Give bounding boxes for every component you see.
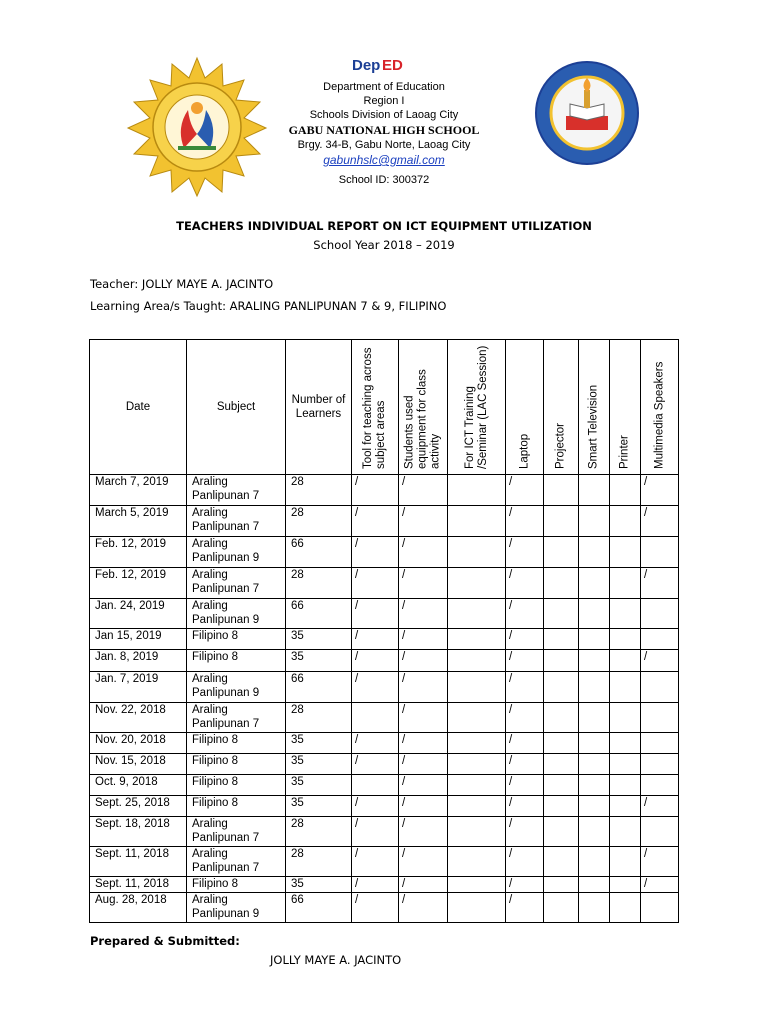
cell-printer <box>610 672 641 703</box>
cell-subject: Filipino 8 <box>187 877 286 893</box>
cell-projector <box>544 847 579 877</box>
cell-date: Nov. 15, 2018 <box>90 754 187 775</box>
deped-logo <box>350 55 410 75</box>
cell-tool: / <box>352 847 399 877</box>
svg-text:ED: ED <box>382 57 403 74</box>
cell-learners: 35 <box>286 754 352 775</box>
cell-printer <box>610 506 641 537</box>
school-email-link[interactable]: gabunhslc@gmail.com <box>323 153 445 167</box>
cell-laptop: / <box>506 629 544 650</box>
table-row <box>90 893 679 923</box>
cell-laptop: / <box>506 796 544 817</box>
cell-subject: Araling Panlipunan 7 <box>187 475 286 506</box>
cell-projector <box>544 796 579 817</box>
cell-learners: 35 <box>286 796 352 817</box>
cell-date: Jan. 7, 2019 <box>90 672 187 703</box>
cell-tv <box>579 475 610 506</box>
cell-subject: Araling Panlipunan 9 <box>187 672 286 703</box>
cell-tv <box>579 893 610 923</box>
cell-speakers: / <box>641 650 679 672</box>
header-smart-tv: Smart Television <box>579 340 610 475</box>
header-speakers: Multimedia Speakers <box>641 340 679 475</box>
cell-tv <box>579 733 610 754</box>
cell-date: Sept. 25, 2018 <box>90 796 187 817</box>
cell-printer <box>610 877 641 893</box>
cell-date: Sept. 11, 2018 <box>90 847 187 877</box>
cell-students: / <box>399 877 448 893</box>
table-row <box>90 599 679 629</box>
city-seal-logo <box>126 56 268 198</box>
cell-tv <box>579 537 610 568</box>
header-date: Date <box>90 340 187 475</box>
cell-speakers <box>641 754 679 775</box>
header-learners: Number of Learners <box>286 340 352 475</box>
cell-laptop: / <box>506 506 544 537</box>
cell-laptop: / <box>506 847 544 877</box>
cell-speakers: / <box>641 877 679 893</box>
cell-laptop: / <box>506 475 544 506</box>
cell-tv <box>579 650 610 672</box>
prepared-label: Prepared & Submitted: <box>90 934 240 948</box>
cell-tool: / <box>352 568 399 599</box>
cell-ict <box>448 650 506 672</box>
cell-learners: 35 <box>286 733 352 754</box>
cell-laptop: / <box>506 754 544 775</box>
cell-laptop: / <box>506 817 544 847</box>
table-row <box>90 847 679 877</box>
cell-ict <box>448 599 506 629</box>
department-name: Department of Education <box>323 81 445 93</box>
cell-ict <box>448 703 506 733</box>
cell-speakers <box>641 599 679 629</box>
cell-laptop: / <box>506 568 544 599</box>
cell-students: / <box>399 817 448 847</box>
cell-learners: 28 <box>286 703 352 733</box>
header-tool: Tool for teaching across subject areas <box>352 340 399 475</box>
cell-tool: / <box>352 629 399 650</box>
cell-laptop: / <box>506 733 544 754</box>
cell-learners: 66 <box>286 599 352 629</box>
cell-laptop: / <box>506 775 544 796</box>
cell-speakers <box>641 672 679 703</box>
cell-date: Nov. 20, 2018 <box>90 733 187 754</box>
cell-students: / <box>399 703 448 733</box>
cell-ict <box>448 568 506 599</box>
table-row <box>90 754 679 775</box>
cell-projector <box>544 775 579 796</box>
cell-ict <box>448 754 506 775</box>
school-id: School ID: 300372 <box>338 174 430 186</box>
ict-utilization-table <box>89 339 679 923</box>
cell-subject: Filipino 8 <box>187 754 286 775</box>
table-row <box>90 506 679 537</box>
table-body <box>90 475 679 923</box>
cell-tool: / <box>352 893 399 923</box>
cell-tool: / <box>352 672 399 703</box>
table-row <box>90 775 679 796</box>
cell-tv <box>579 506 610 537</box>
cell-date: Nov. 22, 2018 <box>90 703 187 733</box>
table-row <box>90 672 679 703</box>
cell-tv <box>579 568 610 599</box>
cell-tv <box>579 754 610 775</box>
cell-learners: 28 <box>286 506 352 537</box>
cell-date: Sept. 11, 2018 <box>90 877 187 893</box>
header-projector: Projector <box>544 340 579 475</box>
cell-date: Jan. 8, 2019 <box>90 650 187 672</box>
cell-laptop: / <box>506 599 544 629</box>
cell-tv <box>579 599 610 629</box>
division-name: Schools Division of Laoag City <box>309 109 459 121</box>
cell-laptop: / <box>506 650 544 672</box>
cell-subject: Araling Panlipunan 7 <box>187 703 286 733</box>
svg-text:Dep: Dep <box>352 57 381 74</box>
table-row <box>90 537 679 568</box>
signatory-name: JOLLY MAYE A. JACINTO <box>270 953 402 967</box>
header-students: Students used equipment for class activity <box>399 340 448 475</box>
cell-speakers <box>641 817 679 847</box>
cell-ict <box>448 629 506 650</box>
cell-printer <box>610 733 641 754</box>
cell-students: / <box>399 754 448 775</box>
cell-speakers: / <box>641 796 679 817</box>
table-row <box>90 475 679 506</box>
cell-learners: 35 <box>286 877 352 893</box>
cell-printer <box>610 650 641 672</box>
cell-printer <box>610 703 641 733</box>
cell-students: / <box>399 733 448 754</box>
cell-projector <box>544 599 579 629</box>
cell-students: / <box>399 568 448 599</box>
cell-printer <box>610 754 641 775</box>
table-row <box>90 703 679 733</box>
cell-subject: Araling Panlipunan 7 <box>187 847 286 877</box>
cell-learners: 28 <box>286 817 352 847</box>
cell-date: Jan. 24, 2019 <box>90 599 187 629</box>
table-row <box>90 796 679 817</box>
cell-ict <box>448 733 506 754</box>
table-row <box>90 568 679 599</box>
cell-tool: / <box>352 733 399 754</box>
cell-printer <box>610 475 641 506</box>
table-header-row <box>90 340 679 475</box>
cell-students: / <box>399 506 448 537</box>
cell-learners: 66 <box>286 672 352 703</box>
cell-projector <box>544 672 579 703</box>
cell-tv <box>579 672 610 703</box>
cell-date: Feb. 12, 2019 <box>90 568 187 599</box>
cell-date: Aug. 28, 2018 <box>90 893 187 923</box>
cell-printer <box>610 893 641 923</box>
cell-projector <box>544 568 579 599</box>
cell-tv <box>579 775 610 796</box>
cell-subject: Araling Panlipunan 7 <box>187 568 286 599</box>
cell-printer <box>610 599 641 629</box>
cell-laptop: / <box>506 893 544 923</box>
cell-laptop: / <box>506 877 544 893</box>
cell-projector <box>544 629 579 650</box>
cell-subject: Araling Panlipunan 9 <box>187 599 286 629</box>
cell-tv <box>579 817 610 847</box>
cell-tool <box>352 775 399 796</box>
cell-printer <box>610 775 641 796</box>
teacher-line: Teacher: JOLLY MAYE A. JACINTO <box>90 277 274 291</box>
cell-date: Oct. 9, 2018 <box>90 775 187 796</box>
cell-laptop: / <box>506 672 544 703</box>
cell-projector <box>544 754 579 775</box>
school-year: School Year 2018 – 2019 <box>313 238 455 252</box>
table-row <box>90 650 679 672</box>
table-row <box>90 817 679 847</box>
cell-laptop: / <box>506 537 544 568</box>
cell-printer <box>610 817 641 847</box>
cell-tv <box>579 847 610 877</box>
cell-speakers: / <box>641 847 679 877</box>
cell-ict <box>448 877 506 893</box>
cell-date: March 5, 2019 <box>90 506 187 537</box>
cell-students: / <box>399 629 448 650</box>
cell-printer <box>610 796 641 817</box>
cell-subject: Araling Panlipunan 9 <box>187 537 286 568</box>
cell-learners: 66 <box>286 893 352 923</box>
cell-date: March 7, 2019 <box>90 475 187 506</box>
cell-printer <box>610 847 641 877</box>
cell-tool <box>352 703 399 733</box>
cell-learners: 35 <box>286 775 352 796</box>
cell-learners: 35 <box>286 650 352 672</box>
cell-ict <box>448 796 506 817</box>
header-printer: Printer <box>610 340 641 475</box>
cell-speakers: / <box>641 506 679 537</box>
cell-students: / <box>399 537 448 568</box>
cell-tool: / <box>352 599 399 629</box>
cell-students: / <box>399 475 448 506</box>
cell-ict <box>448 893 506 923</box>
cell-students: / <box>399 672 448 703</box>
cell-date: Feb. 12, 2019 <box>90 537 187 568</box>
cell-ict <box>448 847 506 877</box>
cell-subject: Filipino 8 <box>187 733 286 754</box>
cell-projector <box>544 733 579 754</box>
cell-ict <box>448 537 506 568</box>
cell-learners: 66 <box>286 537 352 568</box>
cell-projector <box>544 650 579 672</box>
report-title: TEACHERS INDIVIDUAL REPORT ON ICT EQUIPMENT UTILIZATION <box>176 219 592 233</box>
cell-date: Jan 15, 2019 <box>90 629 187 650</box>
cell-tool: / <box>352 475 399 506</box>
cell-printer <box>610 568 641 599</box>
cell-tv <box>579 703 610 733</box>
cell-speakers <box>641 537 679 568</box>
table-row <box>90 733 679 754</box>
letterhead <box>268 80 500 187</box>
cell-ict <box>448 672 506 703</box>
cell-students: / <box>399 599 448 629</box>
cell-learners: 28 <box>286 847 352 877</box>
cell-tool: / <box>352 817 399 847</box>
cell-tool: / <box>352 506 399 537</box>
cell-speakers: / <box>641 568 679 599</box>
school-name: GABU NATIONAL HIGH SCHOOL <box>288 123 480 137</box>
cell-printer <box>610 537 641 568</box>
cell-subject: Araling Panlipunan 9 <box>187 893 286 923</box>
cell-tool: / <box>352 796 399 817</box>
cell-students: / <box>399 775 448 796</box>
cell-ict <box>448 475 506 506</box>
cell-tool: / <box>352 537 399 568</box>
school-address: Brgy. 34-B, Gabu Norte, Laoag City <box>297 139 471 151</box>
cell-students: / <box>399 847 448 877</box>
cell-learners: 28 <box>286 568 352 599</box>
cell-students: / <box>399 796 448 817</box>
cell-date: Sept. 18, 2018 <box>90 817 187 847</box>
cell-subject: Filipino 8 <box>187 796 286 817</box>
cell-tool: / <box>352 877 399 893</box>
cell-laptop: / <box>506 703 544 733</box>
cell-tool: / <box>352 754 399 775</box>
header-subject: Subject <box>187 340 286 475</box>
cell-students: / <box>399 650 448 672</box>
cell-tv <box>579 877 610 893</box>
cell-learners: 28 <box>286 475 352 506</box>
cell-speakers: / <box>641 475 679 506</box>
cell-subject: Araling Panlipunan 7 <box>187 506 286 537</box>
cell-tool: / <box>352 650 399 672</box>
cell-projector <box>544 817 579 847</box>
cell-subject: Filipino 8 <box>187 629 286 650</box>
cell-speakers <box>641 893 679 923</box>
cell-speakers <box>641 629 679 650</box>
cell-speakers <box>641 775 679 796</box>
cell-students: / <box>399 893 448 923</box>
cell-speakers <box>641 733 679 754</box>
cell-projector <box>544 703 579 733</box>
table-row <box>90 877 679 893</box>
cell-ict <box>448 775 506 796</box>
header-laptop: Laptop <box>506 340 544 475</box>
header-ict-training: For ICT Training /Seminar (LAC Session) <box>448 340 506 475</box>
cell-ict <box>448 817 506 847</box>
cell-subject: Filipino 8 <box>187 650 286 672</box>
cell-subject: Filipino 8 <box>187 775 286 796</box>
cell-speakers <box>641 703 679 733</box>
learning-area-line: Learning Area/s Taught: ARALING PANLIPUNAN 7 & 9, FILIPINO <box>90 299 447 313</box>
cell-projector <box>544 877 579 893</box>
cell-projector <box>544 537 579 568</box>
region-name: Region I <box>363 95 405 107</box>
cell-tv <box>579 629 610 650</box>
cell-subject: Araling Panlipunan 7 <box>187 817 286 847</box>
table-row <box>90 629 679 650</box>
cell-ict <box>448 506 506 537</box>
cell-printer <box>610 629 641 650</box>
cell-tv <box>579 796 610 817</box>
school-seal-logo <box>534 60 640 166</box>
cell-learners: 35 <box>286 629 352 650</box>
cell-projector <box>544 475 579 506</box>
cell-projector <box>544 506 579 537</box>
cell-projector <box>544 893 579 923</box>
